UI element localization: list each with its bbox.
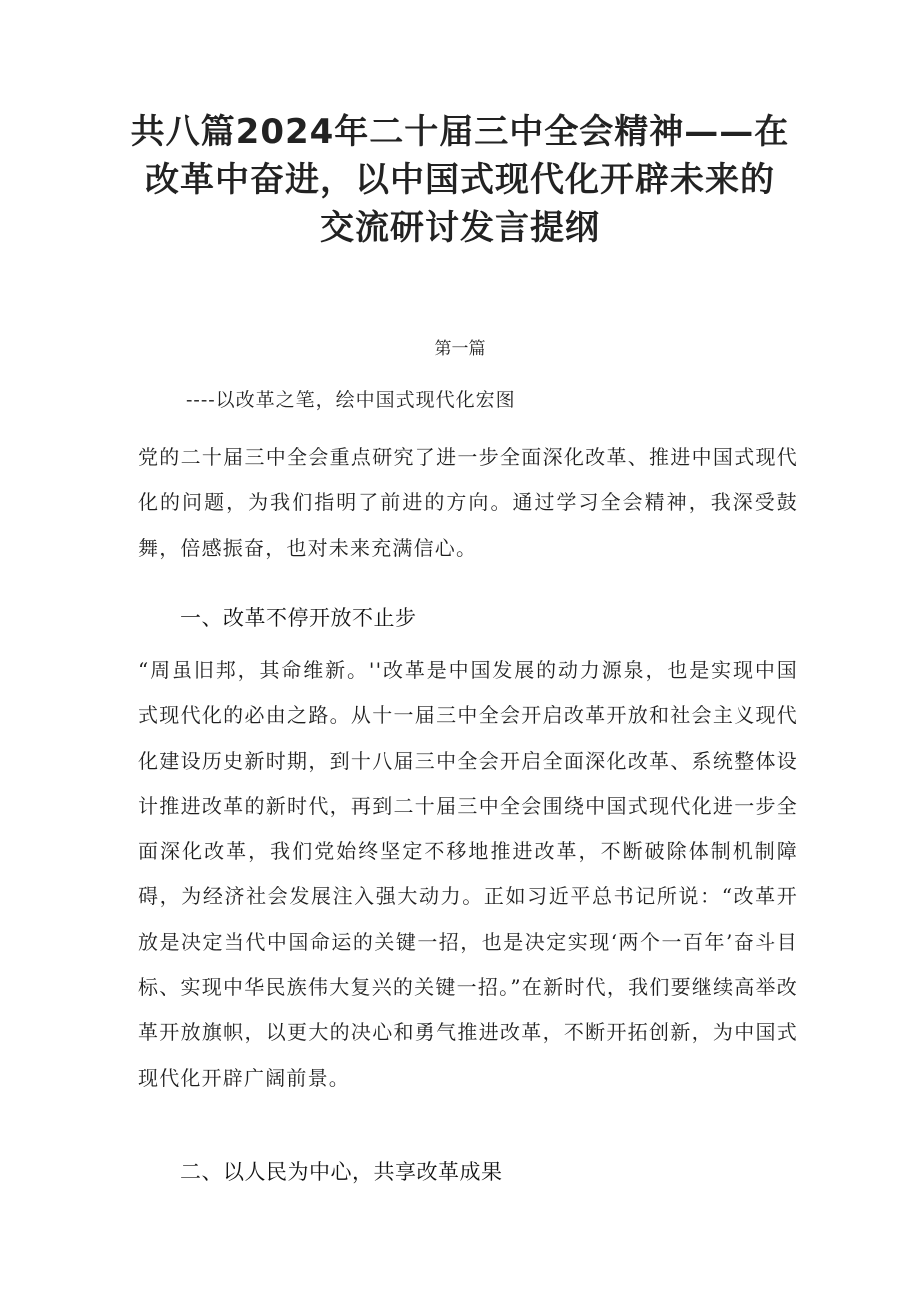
chapter-label: 第一篇 [434,339,486,359]
document-title-line-2: 改革中奋进，以中国式现代化开辟未来的 [145,160,775,200]
intro-paragraph: 党的二十届三中全会重点研究了进一步全面深化改革、推进中国式现代化的问题，为我们指明了前进的方向。通过学习全会精神，我深受鼓舞，倍感振奋，也对未来充满信心。 [138,445,798,560]
chapter-subtitle: ----以改革之笔，绘中国式现代化宏图 [186,389,516,411]
document-title-line-3: 交流研讨发言提纲 [320,208,600,248]
section-heading-2: 二、以人民为中心，共享改革成果 [180,1160,503,1184]
section-heading-1: 一、改革不停开放不止步 [180,606,417,630]
section-paragraph-1: “周虽旧邦，其命维新。''改革是中国发展的动力源泉，也是实现中国式现代化的必由之路。从十一届三中全会开启改革开放和社会主义现代化建设历史新时期，到十八届三中全会开启全面深化改革、系统整体设计推进改革的新时代，再到二十届三中全会围绕中国式现代化进一步全面深化改革，我们党始终坚定不移地推进改革，不断破除体制机制障碍，为经济社会发展注入强大动力。正如习近平总书记所说：“改革开放是决定当代中国命运的关键一招，也是决定实现‘两个一百年’奋斗目标、实现中华民族伟大复兴的关键一招。”在新时代，我们要继续高举改革开放旗帜，以更大的决心和勇气推进改革，不断开拓创新，为中国式现代化开辟广阔前景。 [138,658,798,1090]
document-title-line-1: 共八篇2024年二十届三中全会精神——在 [130,112,790,152]
